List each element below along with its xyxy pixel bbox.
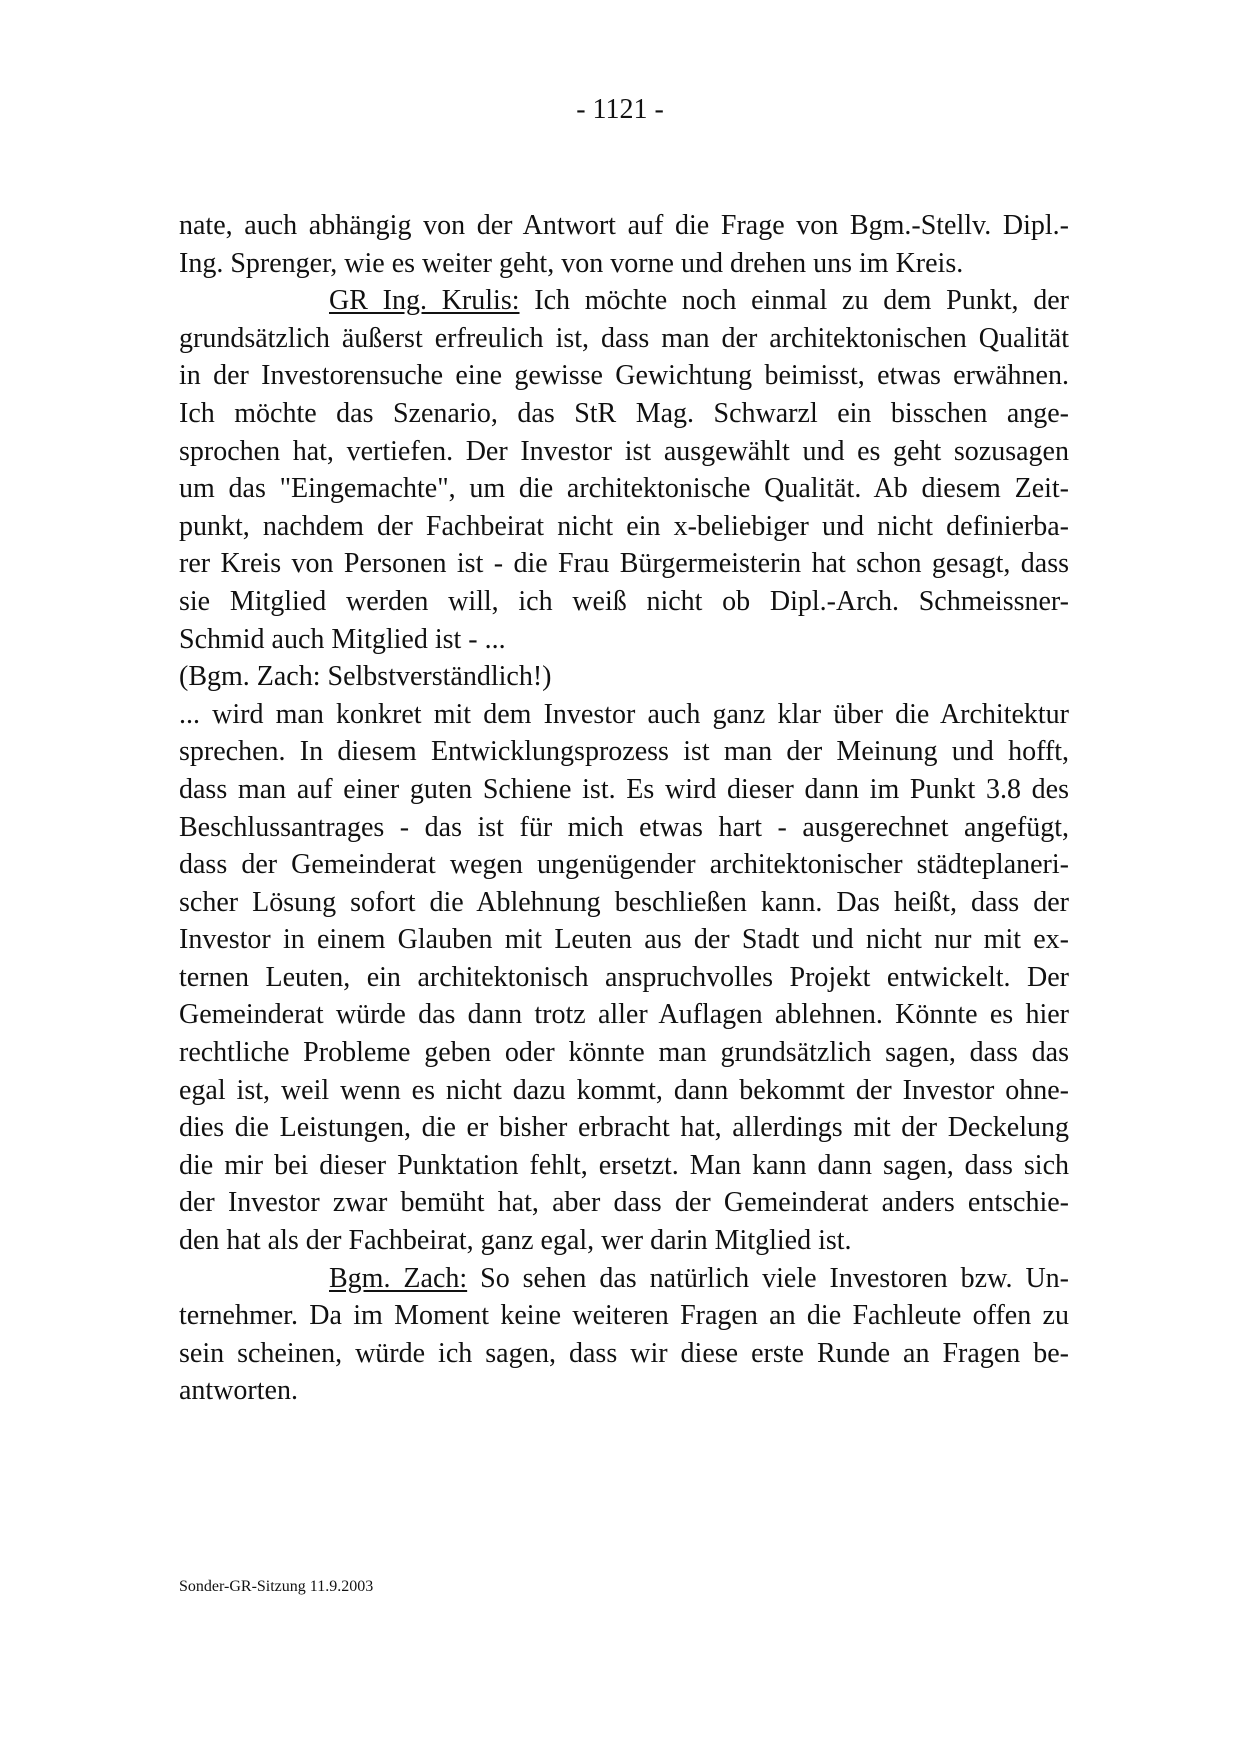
text-line: grundsätzlich äußerst erfreulich ist, dass man der architektonischen Qualität — [179, 322, 1069, 354]
text-line: sie Mitglied werden will, ich weiß nicht ob Dipl.-Arch. Schmeissner- — [179, 585, 1069, 617]
speech-text: Ich möchte noch einmal zu dem Punkt, der — [519, 285, 1070, 317]
text-line: dass man auf einer guten Schiene ist. Es wird dieser dann im Punkt 3.8 des — [179, 773, 1069, 805]
text-line: ternen Leuten, ein architektonisch anspruchvolles Projekt entwickelt. Der — [179, 961, 1069, 993]
text-line: die mir bei dieser Punktation fehlt, ersetzt. Man kann dann sagen, dass sich — [179, 1149, 1069, 1181]
text-line: ternehmer. Da im Moment keine weiteren Fragen an die Fachleute offen zu — [179, 1300, 1069, 1332]
speaker-name: Bgm. Zach: — [329, 1262, 468, 1294]
speech-text: So sehen das natürlich viele Investoren bzw. Un- — [467, 1262, 1069, 1294]
text-line: punkt, nachdem der Fachbeirat nicht ein x-beliebiger und nicht definierba- — [179, 510, 1069, 542]
speaker-name: GR Ing. Krulis: — [329, 285, 520, 317]
text-line: in der Investorensuche eine gewisse Gewichtung beimisst, etwas erwähnen. — [179, 360, 1069, 392]
page-footer: Sonder-GR-Sitzung 11.9.2003 — [179, 1578, 374, 1595]
transcript-body — [179, 207, 1069, 1410]
text-line: Ing. Sprenger, wie es weiter geht, von vorne und drehen uns im Kreis. — [179, 247, 964, 279]
text-line: Beschlussantrages - das ist für mich etwas hart - ausgerechnet angefügt, — [179, 811, 1069, 843]
speech-paragraph-start — [179, 282, 1069, 320]
text-line: ... wird man konkret mit dem Investor auch ganz klar über die Architektur — [179, 698, 1069, 730]
text-line: Gemeinderat würde das dann trotz aller Auflagen ablehnen. Könnte es hier — [179, 999, 1069, 1031]
text-line: sprochen hat, vertiefen. Der Investor ist ausgewählt und es geht sozusagen — [179, 435, 1069, 467]
text-line: egal ist, weil wenn es nicht dazu kommt, dann bekommt der Investor ohne- — [179, 1074, 1069, 1106]
text-line: sein scheinen, würde ich sagen, dass wir diese erste Runde an Fragen be- — [179, 1337, 1069, 1369]
text-line: den hat als der Fachbeirat, ganz egal, wer darin Mitglied ist. — [179, 1225, 852, 1257]
text-line: antworten. — [179, 1375, 298, 1407]
interjection: (Bgm. Zach: Selbstverständlich!) — [179, 661, 552, 693]
text-line: rechtliche Probleme geben oder könnte man grundsätzlich sagen, dass das — [179, 1037, 1069, 1069]
speech-paragraph-start — [179, 1260, 1069, 1298]
text-line: dass der Gemeinderat wegen ungenügender architektonischer städteplaneri- — [179, 849, 1069, 881]
text-line: sprechen. In diesem Entwicklungsprozess ist man der Meinung und hofft, — [179, 736, 1069, 768]
text-line: Ich möchte das Szenario, das StR Mag. Schwarzl ein bisschen ange- — [179, 397, 1069, 429]
page-number: - 1121 - — [576, 94, 664, 125]
text-line: scher Lösung sofort die Ablehnung beschließen kann. Das heißt, dass der — [179, 886, 1069, 918]
text-line: Investor in einem Glauben mit Leuten aus der Stadt und nicht nur mit ex- — [179, 924, 1069, 956]
text-line: der Investor zwar bemüht hat, aber dass der Gemeinderat anders entschie- — [179, 1187, 1069, 1219]
text-line: rer Kreis von Personen ist - die Frau Bürgermeisterin hat schon gesagt, dass — [179, 548, 1069, 580]
text-line: um das "Eingemachte", um die architektonische Qualität. Ab diesem Zeit- — [179, 473, 1069, 505]
text-line: dies die Leistungen, die er bisher erbracht hat, allerdings mit der Deckelung — [179, 1112, 1069, 1144]
text-line: nate, auch abhängig von der Antwort auf die Frage von Bgm.-Stellv. Dipl.- — [179, 210, 1069, 241]
text-line: Schmid auch Mitglied ist - ... — [179, 623, 506, 655]
